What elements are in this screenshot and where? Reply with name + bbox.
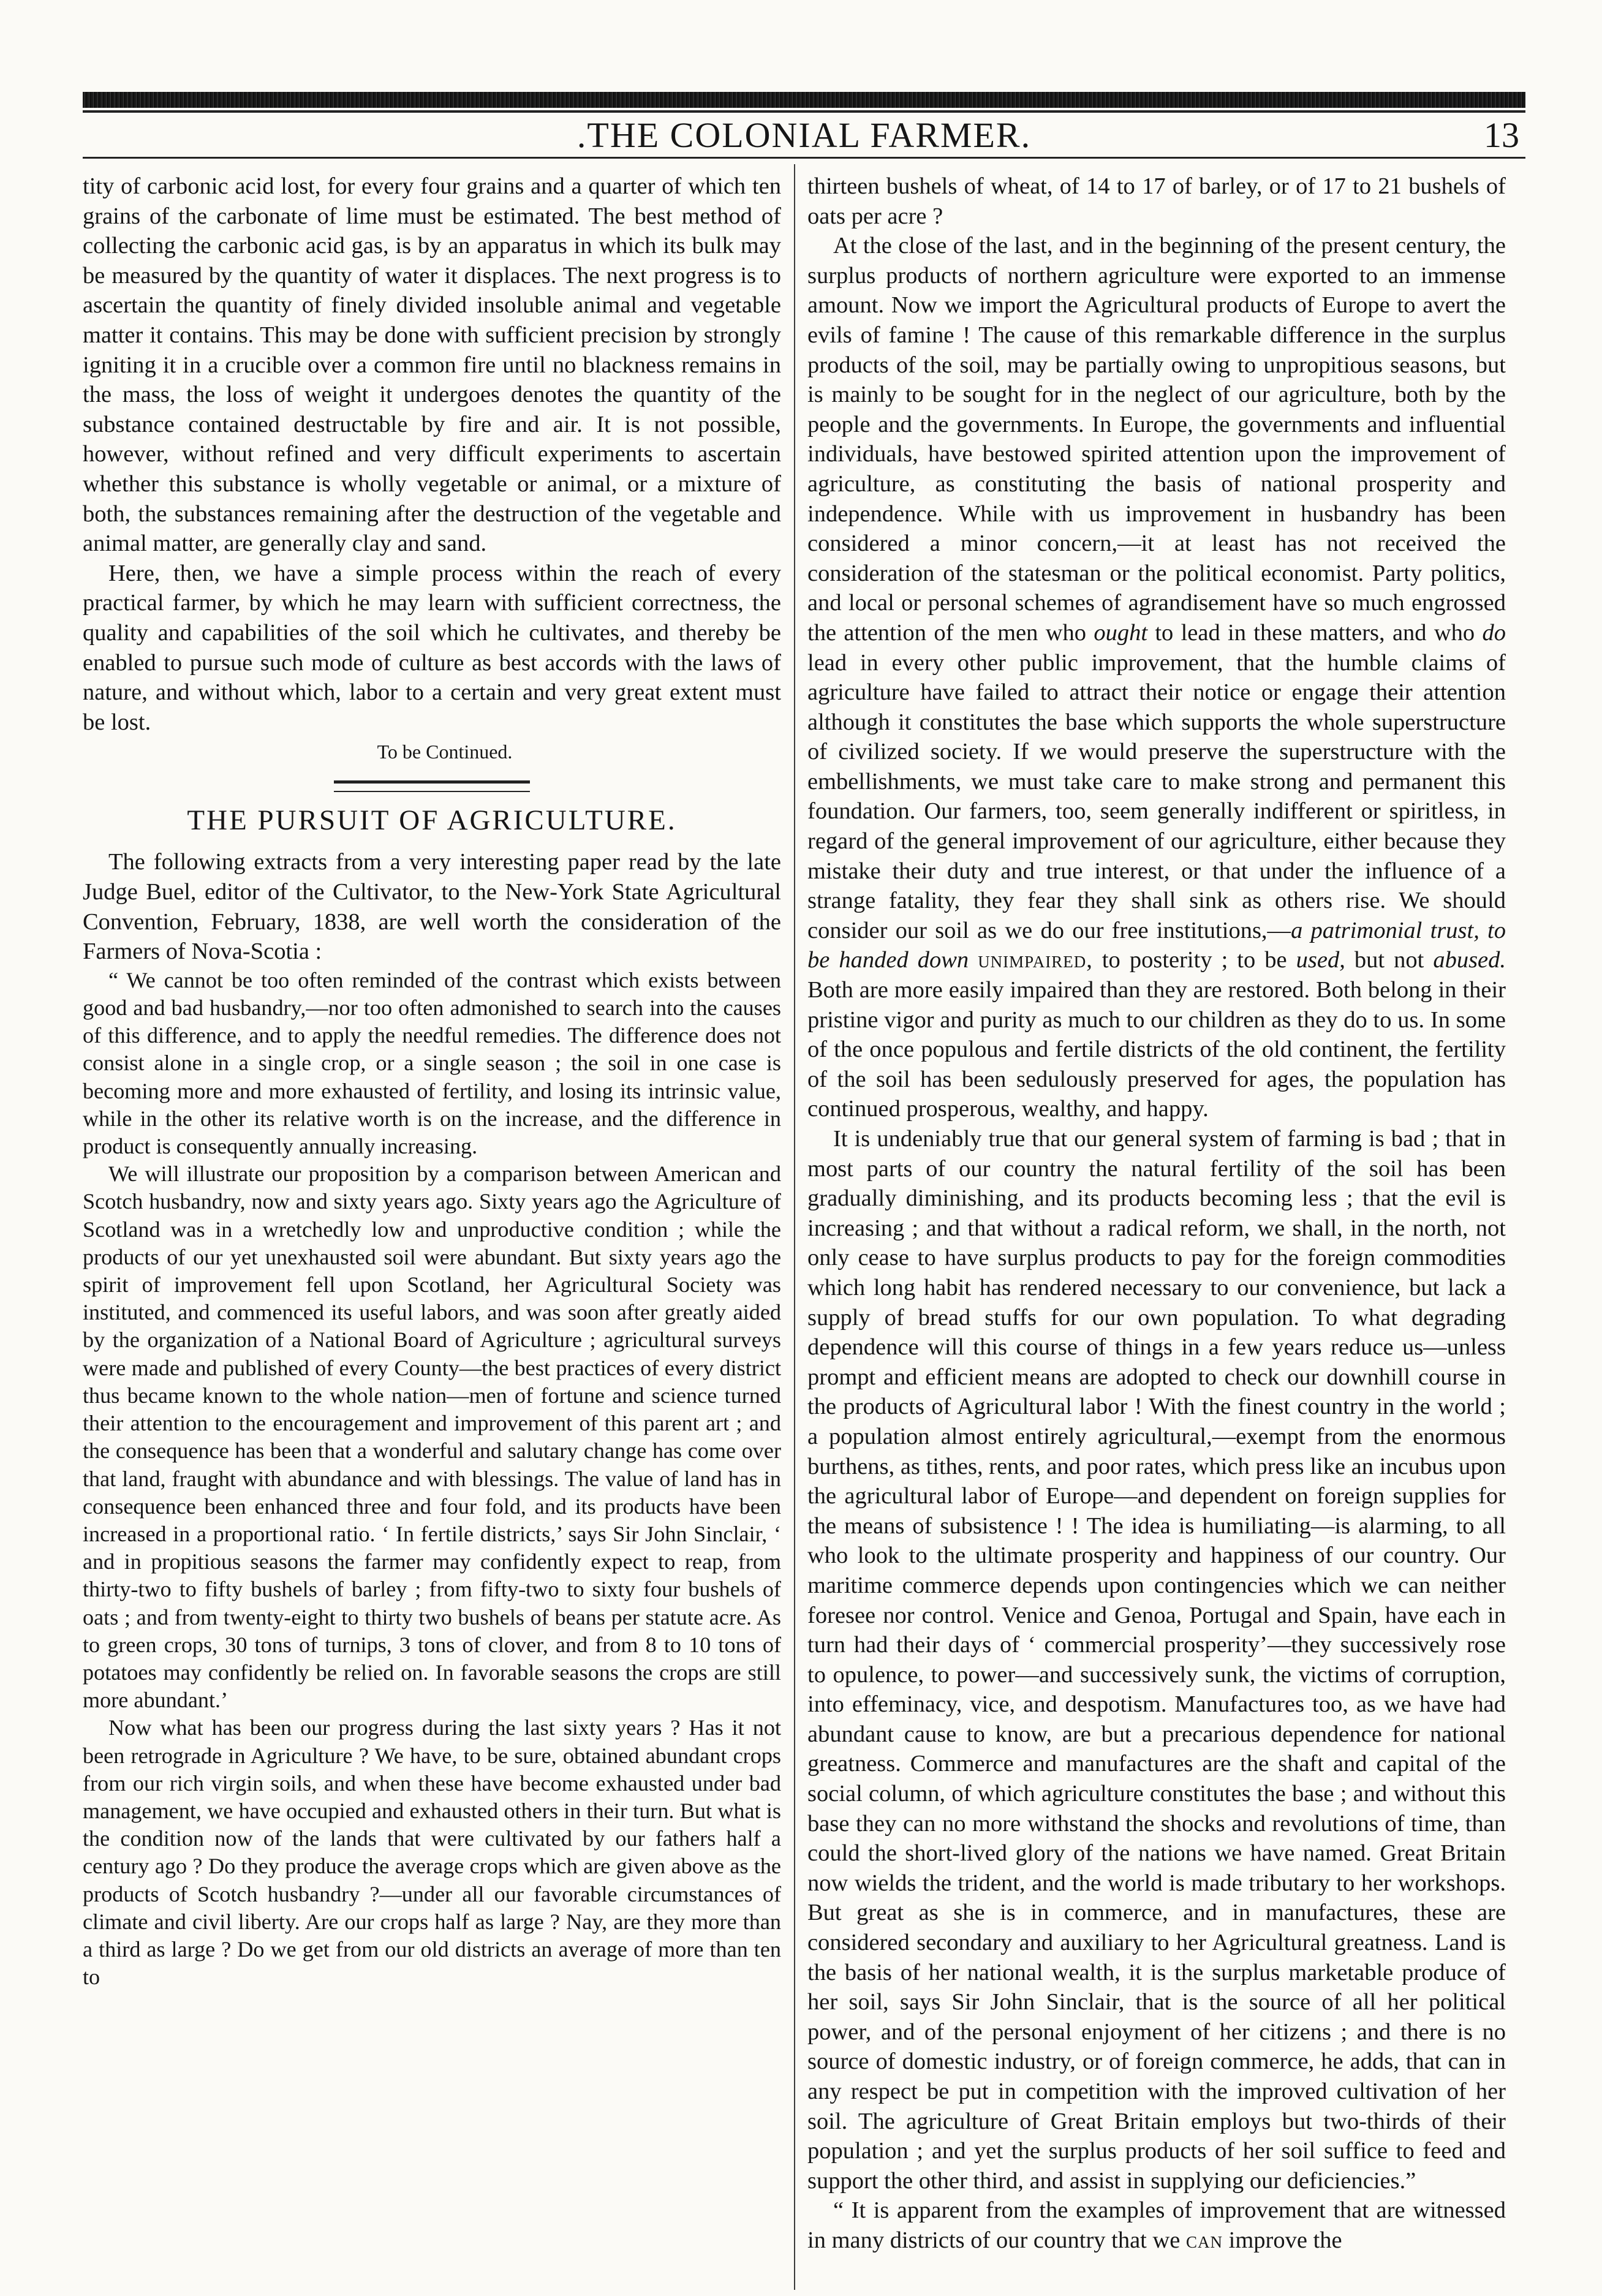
article-title: THE PURSUIT OF AGRICULTURE. [187,804,677,836]
emphasis: abused. [1433,947,1506,973]
paragraph: Here, then, we have a simple process within the reach of every practical farmer, by which he may learn with sufficient correctness, the quality and capabilities of the soil which he cultivates, and thereby be enabled to pursue such mode of culture as best accords with the laws of nature, and without which, labor to a certain and very great extent must be lost. [83,560,781,735]
small-caps-text: unimpaired, [978,947,1093,973]
quote-paragraph [807,231,1506,1124]
text-run: Both are more easily impaired than they are restored. Both belong in their pristine vigor and purity as much to our children as they do to us. In some of the once populous and fertile districts of the old continent, the fertility of the soil has been sedulously preserved for ages, the population has continued prosperous, wealthy, and happy. [807,977,1506,1122]
emphasis: ought [1094,619,1148,646]
quote-paragraph: We will illustrate our proposition by a comparison between American and Scotch husbandry, now and sixty years ago. Sixty years ago the Agriculture of Scotland was in a wretchedly low and unproductive condition ; while the products of our yet unexhausted soil were abundant. But sixty years ago the spirit of improvement fell upon Scotland, her Agricultural Society was instituted, and commenced its useful labors, and was soon after greatly aided by the organization of a National Board of Agriculture ; agricultural surveys were made and published of every County—the best practices of every district thus became known to the whole nation—men of fortune and science turned their attention to the encouragement and improvement of this parent art ; and the consequence has been that a wonderful and salutary change has come over that land, fraught with abundance and with blessings. The value of land has in consequence been enhanced three and four fold, and its products have been increased in a proportional ratio. ‘ In fertile districts,’ says Sir John Sinclair, ‘ and in propitious seasons the farmer may confidently expect to reap, from thirty-two to fifty bushels of barley ; from fifty-two to sixty four bushels of oats ; and from twenty-eight to thirty two bushels of beans per statute acre. As to green crops, 30 tons of turnips, 3 tons of clover, and from 8 to 10 tons of potatoes may confidently be relied on. In favorable seasons the crops are still more abundant.’ [83,1161,781,1713]
small-caps-text: can [1186,2227,1223,2253]
decorative-top-rule [83,92,1525,108]
top-rule-line [83,110,1525,113]
page-number: 13 [1484,115,1519,155]
quote-paragraph: It is undeniably true that our general system of farming is bad ; that in most parts of our country the natural fertility of the soil has been gradually diminishing, and its products becoming less ; that the evil is increasing ; and that without a radical reform, we shall, in the north, not only cease to have surplus products to pay for the foreign commodities which long habit has rendered necessary to our convenience, but lack a supply of bread stuffs for our own population. To what degrading dependence will this course of things in a few years reduce us—unless prompt and efficient means are adopted to check our downhill course in the products of Agricultural labor ! With the finest country in the world ; a population almost entirely agricultural,—exempt from the enormous burthens, as tithes, rents, and poor rates, which press like an incubus upon the agricultural labor of Europe—and dependent on foreign supplies for the means of subsistence ! ! The idea is humiliating—is alarming, to all who look to the ultimate prosperity and happiness of our country. Our maritime commerce depends upon contingencies which we can neither foresee nor control. Venice and Genoa, Portugal and Spain, have each in turn had their days of ‘ commercial prosperity’—they successively rose to opulence, to power—and successively sunk, the victims of corruption, into effeminacy, vice, and despotism. Manufactures too, as we have had abundant cause to know, are but a precarious dependence for national greatness. Commerce and manufactures are the shaft and capital of the social column, of which agriculture constitutes the base ; and without this base they can no more withstand the shocks and revolutions of time, than could the short-lived glory of the nations we have named. Great Britain now wields the trident, and the world is made tributary to her workshops. But great as she is in commerce, and in manufactures, these are considered secondary and auxiliary to her Agricultural greatness. Land is the basis of her national wealth, it is the surplus marketable produce of her soil, says Sir John Sinclair, that is the source of all her political power, and of the personal enjoyment of her citizens ; and there is no source of domestic industry, or of foreign commerce, he adds, that can in any respect be put in competition with the improved cultivation of her soil. The agriculture of Great Britain employs but two-thirds of their population ; and yet the surplus products of her soil suffice to feed and support the other third, and assist in supplying our deficiencies.” [807,1126,1506,2194]
text-run: but not [1345,947,1434,973]
running-title: .THE COLONIAL FARMER. [576,115,1032,155]
text-run: “ It is apparent from the examples of improvement that are witnessed in many districts of our country that we [807,2197,1506,2253]
text-run: to lead in these matters, and who [1147,619,1483,646]
emphasis: do [1482,619,1506,646]
article-separator [334,780,530,792]
quote-paragraph: Now what has been our progress during the last sixty years ? Has it not been retrograde in Agriculture ? We have, to be sure, obtained abundant crops from our rich virgin soils, and when these have become exhausted under bad management, we have occupied and exhausted others in their turn. But what is the condition now of the lands that were cultivated by our fathers half a century ago ? Do they produce the average crops which are given above as the products of Scotch husbandry ?—under all our favorable circumstances of climate and civil liberty. Are our crops half as large ? Nay, are they more than a third as large ? Do we get from our old districts an average of more than ten to [83,1715,781,1990]
text-run: improve the [1223,2227,1342,2253]
right-column [807,172,1506,2256]
article-intro: The following extracts from a very interesting paper read by the late Judge Buel, editor of the Cultivator, to the New-York State Agricultural Convention, February, 1838, are well worth the consideration of the Farmers of Nova-Scotia : [83,849,781,965]
text-run: At the close of the last, and in the beginning of the present century, the surplus products of northern agriculture were exported to an immense amount. Now we import the Agricultural products of Europe to avert the evils of famine ! The cause of this remarkable difference in the surplus products of the soil, may be partially owing to unpropitious seasons, but is mainly to be sought for in the neglect of our agriculture, both by the people and the governments. In Europe, the governments and influential individuals, have bestowed spirited attention upon the improvement of agriculture, as constituting the basis of national prosperity and independence. While with us improvement in husbandry has been considered a minor concern,—it at least has not received the consideration of the statesman or the political economist. Party politics, and local or personal schemes of agrandisement have so much engrossed the attention of the men who [807,233,1506,646]
to-be-continued: To be Continued. [377,741,513,763]
quote-paragraph [807,2196,1506,2255]
left-column [83,172,781,1991]
emphasis: used, [1296,947,1345,973]
column-divider [794,164,795,2290]
running-head [83,114,1525,159]
quoted-extract [83,967,781,1992]
emphasis: a patrimonial trust, to be handed down [807,917,1506,973]
quote-paragraph: thirteen bushels of wheat, of 14 to 17 of barley, or of 17 to 21 bushels of oats per acre ? [807,173,1506,229]
quote-paragraph: “ We cannot be too often reminded of the contrast which exists between good and bad husbandry,—nor too often admonished to search into the causes of this difference, and to apply the needful remedies. The difference does not consist alone in a single crop, or a single season ; the soil in one case is becoming more and more exhausted of fertility, and losing its intrinsic value, while in the other its relative worth is on the increase, and the difference in product is consequently annually increasing. [83,967,781,1159]
continued-paragraph: tity of carbonic acid lost, for every four grains and a quarter of which ten grains of the carbonate of lime must be estimated. The best method of collecting the carbonic acid gas, is by an apparatus in which its bulk may be measured by the quantity of water it displaces. The next progress is to ascertain the quantity of finely divided insoluble animal and vegetable matter it contains. This may be done with sufficient precision by strongly igniting it in a crucible over a common fire until no blackness remains in the mass, the loss of weight it undergoes denotes the quantity of the substance contained destructable by fire and air. It is not possible, however, without refined and very difficult experiments to ascertain whether this substance is wholly vegetable or animal, or a mixture of both, the substances remaining after the destruction of the vegetable and animal matter, are generally clay and sand. [83,173,781,557]
text-run: lead in every other public improvement, that the humble claims of agriculture have failed to attract their notice or engage their attention although it constitutes the base which supports the whole superstructure of civilized society. If we would preserve the superstructure with the embellishments, we must take care to make strong and permanent this foundation. Our farmers, too, seem generally indifferent or spiritless, in regard of the general improvement of our agriculture, either because they mistake their duty and true interest, or that under the influence of a strange fatality, they fear they shall sink as others rise. We should consider our soil as we do our free institutions,— [807,649,1506,943]
text-run: to posterity ; to be [1092,947,1296,973]
